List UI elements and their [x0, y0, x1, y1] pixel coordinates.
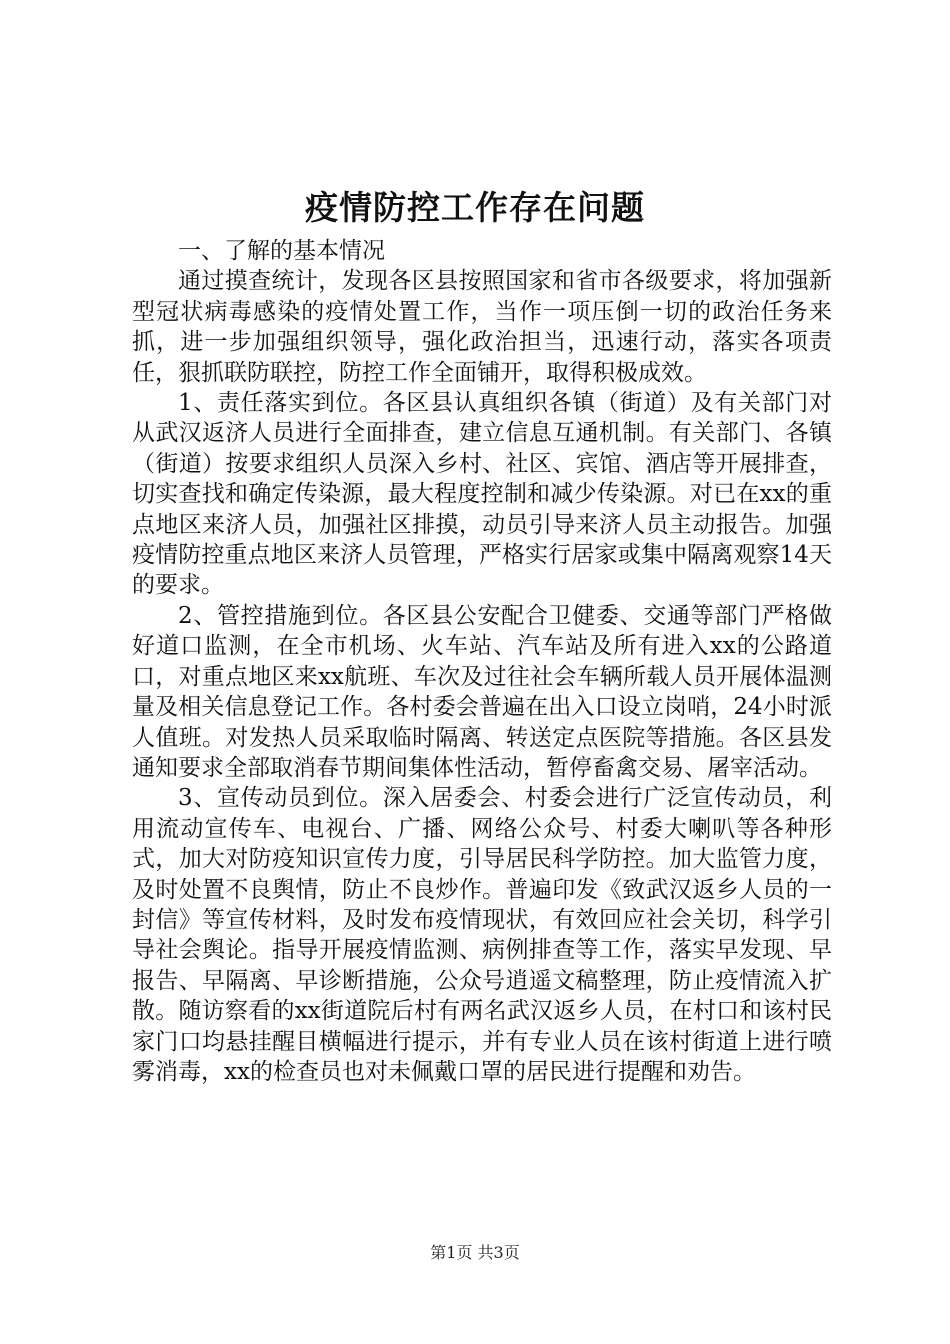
- paragraph: 2、管控措施到位。各区县公安配合卫健委、交通等部门严格做好道口监测，在全市机场、火车站、汽车站及所有进入xx的公路道口，对重点地区来xx航班、车次及过往社会车辆所载人员开展体温测量及相关信息登记工作。各村委会普遍在出入口设立岗哨，24小时派人值班。对发热人员采取临时隔离、转送定点医院等措施。各区县发通知要求全部取消春节期间集体性活动，暂停畜禽交易、屠宰活动。: [132, 602, 832, 781]
- paragraph: 3、宣传动员到位。深入居委会、村委会进行广泛宣传动员，利用流动宣传车、电视台、广播、网络公众号、村委大喇叭等各种形式，加大对防疫知识宣传力度，引导居民科学防控。加大监管力度，及时处置不良舆情，防止不良炒作。普遍印发《致武汉返乡人员的一封信》等宣传材料，及时发布疫情现状，有效回应社会关切，科学引导社会舆论。指导开展疫情监测、病例排查等工作，落实早发现、早报告、早隔离、早诊断措施，公众号逍遥文稿整理，防止疫情流入扩散。随访察看的xx街道院后村有两名武汉返乡人员，在村口和该村民家门口均悬挂醒目横幅进行提示，并有专业人员在该村街道上进行喷雾消毒，xx的检查员也对未佩戴口罩的居民进行提醒和劝告。: [132, 785, 832, 1085]
- section-heading: 一、了解的基本情况: [178, 238, 385, 264]
- document-title: 疫情防控工作存在问题: [305, 188, 645, 227]
- page-number: 第1页 共3页: [430, 1243, 520, 1262]
- document-body: [132, 236, 832, 1087]
- paragraph: 1、责任落实到位。各区县认真组织各镇（街道）及有关部门对从武汉返济人员进行全面排查，建立信息互通机制。有关部门、各镇（街道）按要求组织人员深入乡村、社区、宾馆、酒店等开展排查，切实查找和确定传染源，最大程度控制和减少传染源。对已在xx的重点地区来济人员，加强社区排摸，动员引导来济人员主动报告。加强疫情防控重点地区来济人员管理，严格实行居家或集中隔离观察14天的要求。: [132, 390, 832, 599]
- paragraph: 通过摸查统计，发现各区县按照国家和省市各级要求，将加强新型冠状病毒感染的疫情处置工作，当作一项压倒一切的政治任务来抓，进一步加强组织领导，强化政治担当，迅速行动，落实各项责任，狠抓联防联控，防控工作全面铺开，取得积极成效。: [132, 268, 832, 386]
